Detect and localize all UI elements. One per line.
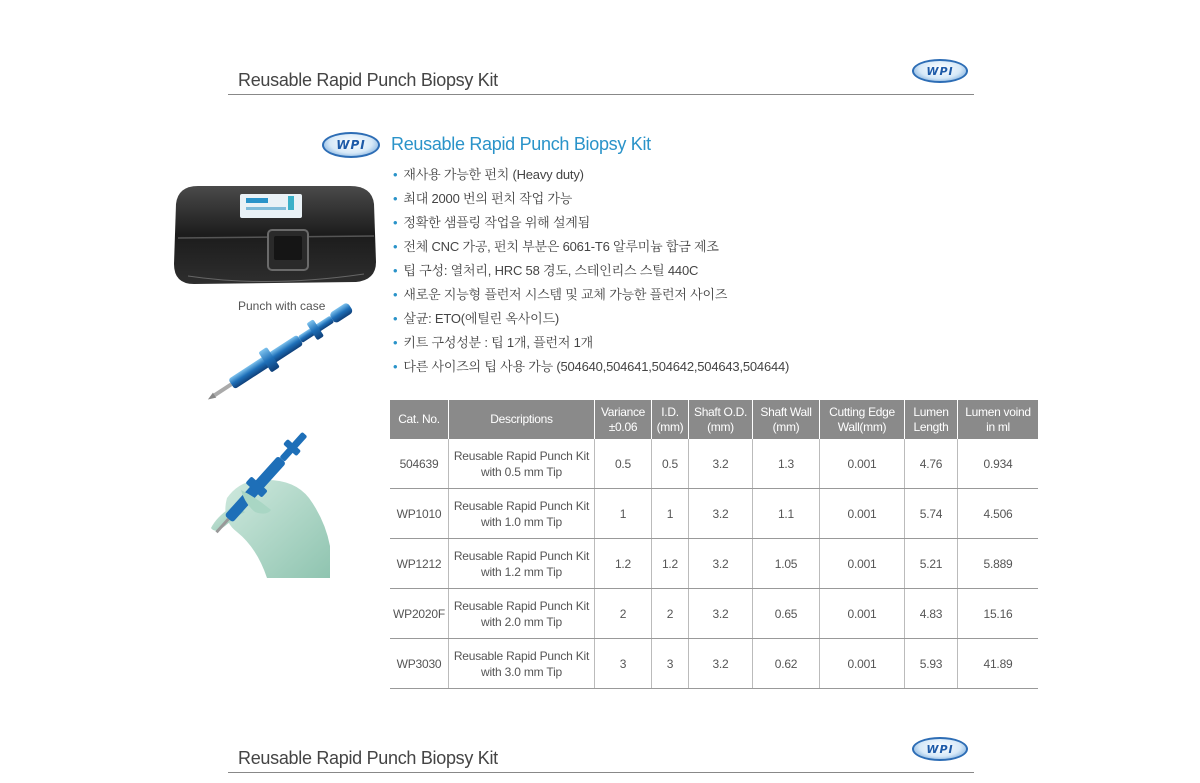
cell-lumen-void: 15.16 bbox=[958, 589, 1039, 639]
cell-variance: 3 bbox=[595, 639, 652, 689]
cell-lumen-void: 0.934 bbox=[958, 439, 1039, 489]
cell-lumen-void: 41.89 bbox=[958, 639, 1039, 689]
col-header-lumen-length: Lumen Length bbox=[905, 400, 958, 439]
hand-with-punch-image bbox=[197, 428, 330, 578]
cell-cutting-edge: 0.001 bbox=[820, 539, 905, 589]
cell-lumen-length: 5.93 bbox=[905, 639, 958, 689]
cell-shaft-wall: 0.62 bbox=[753, 639, 820, 689]
cell-shaft-od: 3.2 bbox=[689, 589, 753, 639]
cell-description: Reusable Rapid Punch Kit with 3.0 mm Tip bbox=[449, 639, 595, 689]
cell-lumen-length: 5.74 bbox=[905, 489, 958, 539]
wpi-product-logo-icon bbox=[322, 132, 380, 158]
cell-cutting-edge: 0.001 bbox=[820, 639, 905, 689]
page-footer-header bbox=[228, 742, 974, 773]
cell-cat-no: WP2020F bbox=[390, 589, 449, 639]
cell-cutting-edge: 0.001 bbox=[820, 489, 905, 539]
table-row bbox=[390, 639, 1038, 689]
footer-logo-text: WPI bbox=[926, 742, 954, 756]
cell-cutting-edge: 0.001 bbox=[820, 439, 905, 489]
wpi-logo-icon bbox=[912, 737, 968, 761]
cell-shaft-od: 3.2 bbox=[689, 539, 753, 589]
col-header-cutting-edge: Cutting Edge Wall(mm) bbox=[820, 400, 905, 439]
table-row bbox=[390, 589, 1038, 639]
punch-case-image bbox=[168, 180, 380, 294]
cell-lumen-length: 4.76 bbox=[905, 439, 958, 489]
cell-id: 1 bbox=[652, 489, 689, 539]
case-caption: Punch with case bbox=[238, 299, 326, 313]
col-header-cat-no: Cat. No. bbox=[390, 400, 449, 439]
cell-description: Reusable Rapid Punch Kit with 2.0 mm Tip bbox=[449, 589, 595, 639]
feature-list bbox=[393, 164, 789, 380]
cell-shaft-wall: 1.3 bbox=[753, 439, 820, 489]
cell-lumen-void: 4.506 bbox=[958, 489, 1039, 539]
cell-variance: 2 bbox=[595, 589, 652, 639]
cell-lumen-length: 4.83 bbox=[905, 589, 958, 639]
feature-item: • 전체 CNC 가공, 펀치 부분은 6061-T6 알루미늄 합금 제조 bbox=[393, 236, 789, 260]
page-header bbox=[228, 64, 974, 95]
header-logo-text: WPI bbox=[926, 64, 954, 78]
col-header-id: I.D. (mm) bbox=[652, 400, 689, 439]
spec-table bbox=[390, 400, 1038, 689]
cell-id: 2 bbox=[652, 589, 689, 639]
cell-cat-no: 504639 bbox=[390, 439, 449, 489]
cell-shaft-od: 3.2 bbox=[689, 489, 753, 539]
cell-lumen-length: 5.21 bbox=[905, 539, 958, 589]
cell-shaft-od: 3.2 bbox=[689, 439, 753, 489]
table-header-row bbox=[390, 400, 1038, 439]
wpi-logo-icon bbox=[912, 59, 968, 83]
col-header-shaft-wall: Shaft Wall (mm) bbox=[753, 400, 820, 439]
footer-title: Reusable Rapid Punch Biopsy Kit bbox=[238, 748, 498, 768]
product-title: Reusable Rapid Punch Biopsy Kit bbox=[391, 134, 651, 154]
cell-shaft-wall: 0.65 bbox=[753, 589, 820, 639]
cell-lumen-void: 5.889 bbox=[958, 539, 1039, 589]
feature-item: • 최대 2000 번의 펀치 작업 가능 bbox=[393, 188, 789, 212]
product-logo-text: WPI bbox=[336, 138, 366, 152]
cell-shaft-od: 3.2 bbox=[689, 639, 753, 689]
cell-variance: 1 bbox=[595, 489, 652, 539]
cell-description: Reusable Rapid Punch Kit with 1.0 mm Tip bbox=[449, 489, 595, 539]
cell-id: 0.5 bbox=[652, 439, 689, 489]
cell-cat-no: WP3030 bbox=[390, 639, 449, 689]
cell-id: 1.2 bbox=[652, 539, 689, 589]
feature-item: • 다른 사이즈의 팁 사용 가능 (504640,504641,504642,504643,504644) bbox=[393, 356, 789, 380]
feature-item: • 키트 구성성분 : 팁 1개, 플런저 1개 bbox=[393, 332, 789, 356]
cell-shaft-wall: 1.1 bbox=[753, 489, 820, 539]
col-header-descriptions: Descriptions bbox=[449, 400, 595, 439]
cell-variance: 1.2 bbox=[595, 539, 652, 589]
col-header-shaft-od: Shaft O.D. (mm) bbox=[689, 400, 753, 439]
cell-cat-no: WP1010 bbox=[390, 489, 449, 539]
header-title: Reusable Rapid Punch Biopsy Kit bbox=[238, 70, 498, 90]
feature-item: • 새로운 지능형 플런저 시스템 및 교체 가능한 플런저 사이즈 bbox=[393, 284, 789, 308]
table-row bbox=[390, 489, 1038, 539]
cell-description: Reusable Rapid Punch Kit with 0.5 mm Tip bbox=[449, 439, 595, 489]
feature-item: • 재사용 가능한 펀치 (Heavy duty) bbox=[393, 164, 789, 188]
feature-item: • 정확한 샘플링 작업을 위해 설계됨 bbox=[393, 212, 789, 236]
feature-item: • 살균: ETO(에틸린 옥사이드) bbox=[393, 308, 789, 332]
cell-cutting-edge: 0.001 bbox=[820, 589, 905, 639]
cell-variance: 0.5 bbox=[595, 439, 652, 489]
cell-description: Reusable Rapid Punch Kit with 1.2 mm Tip bbox=[449, 539, 595, 589]
cell-shaft-wall: 1.05 bbox=[753, 539, 820, 589]
cell-id: 3 bbox=[652, 639, 689, 689]
col-header-variance: Variance ±0.06 bbox=[595, 400, 652, 439]
feature-item: • 팁 구성: 열처리, HRC 58 경도, 스테인리스 스틸 440C bbox=[393, 260, 789, 284]
cell-cat-no: WP1212 bbox=[390, 539, 449, 589]
table-row bbox=[390, 439, 1038, 489]
punch-pen-image bbox=[195, 298, 370, 408]
table-row bbox=[390, 539, 1038, 589]
col-header-lumen-void: Lumen voind in ml bbox=[958, 400, 1039, 439]
